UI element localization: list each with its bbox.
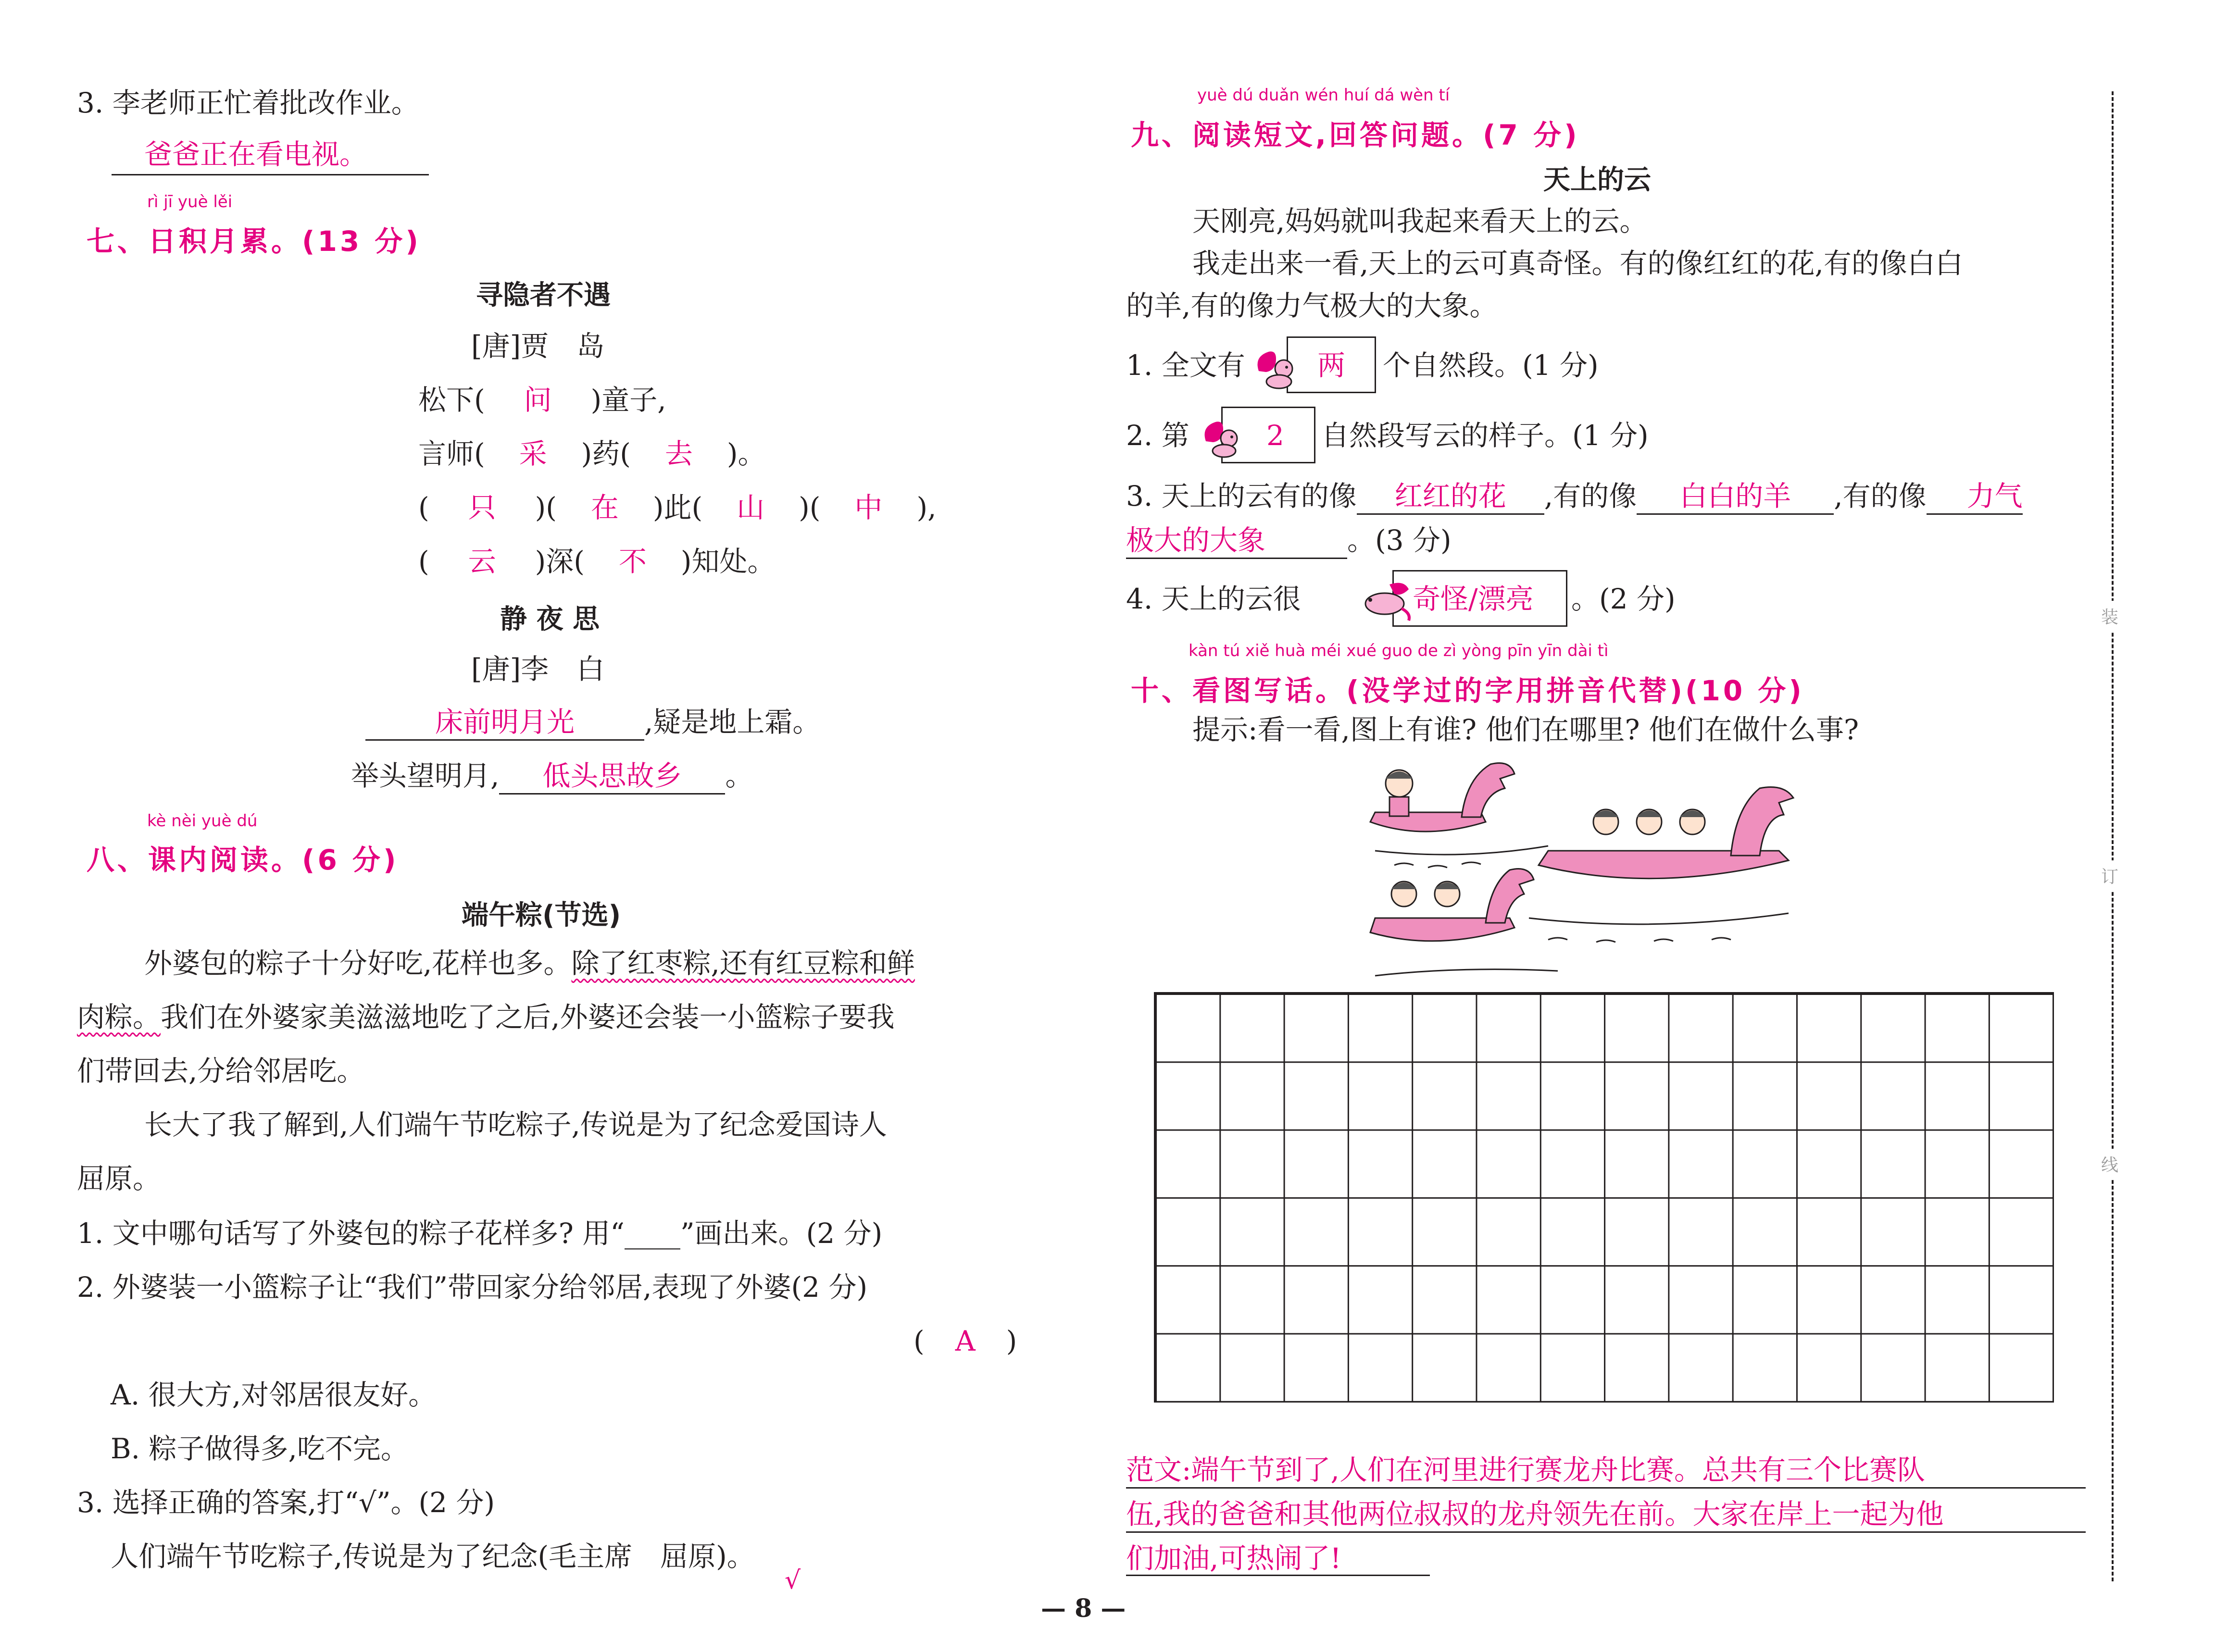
passage-p1-l1: 外婆包的粽子十分好吃,花样也多。除了红枣粽,还有红豆粽和鲜 xyxy=(144,947,915,980)
binding-char-3: 线 xyxy=(2101,1149,2118,1179)
s9-heading: 九、阅读短文,回答问题。(7 分) xyxy=(1131,119,1580,151)
s8-pinyin: kè nèi yuè dú xyxy=(147,811,258,831)
poem1-l1-answer: 问 xyxy=(524,384,552,416)
q9-2-post: 自然段写云的样子。(1 分) xyxy=(1321,419,1649,452)
poem1-line4: ( 云 )深( 不 )知处。 xyxy=(418,545,776,578)
sample-line2: 伍,我的爸爸和其他两位叔叔的龙舟领先在前。大家在岸上一起为他 xyxy=(1126,1498,1944,1530)
poem1-line2: 言师( 采 )药( 去 )。 xyxy=(418,437,766,470)
q8-2-option-a: A. 很大方,对邻居很友好。 xyxy=(111,1379,437,1411)
story-p2-l2: 的羊,有的像力气极大的大象。 xyxy=(1126,289,1498,322)
q9-3-line2: 极大的大象 。(3 分) xyxy=(1126,523,1452,559)
q9-2-pre: 2. 第 xyxy=(1126,419,1189,452)
poem1-l3-answer2: 在 xyxy=(590,491,619,524)
poem1-author: [唐]贾 岛 xyxy=(471,330,605,362)
q6-3-answer-line xyxy=(112,174,429,175)
sample-line1-rule xyxy=(1126,1487,2086,1489)
q8-3-text: 人们端午节吃粽子,传说是为了纪念(毛主席 屈原)。 xyxy=(111,1540,755,1573)
poem2-l2-answer: 低头思故乡 xyxy=(499,758,725,795)
q9-4-post: 。(2 分) xyxy=(1571,583,1676,615)
q9-3-line1: 3. 天上的云有的像 红红的花 ,有的像 白白的羊 ,有的像 力气 xyxy=(1126,479,2023,515)
poem1-l3-answer1: 只 xyxy=(468,491,496,524)
q9-1-answer: 两 xyxy=(1317,349,1346,382)
sample-line3-rule xyxy=(1126,1575,1430,1576)
passage-p2-l1: 长大了我了解到,人们端午节吃粽子,传说是为了纪念爱国诗人 xyxy=(144,1108,887,1141)
sample-line3: 们加油,可热闹了! xyxy=(1126,1542,1341,1575)
passage-title: 端午粽(节选) xyxy=(462,900,621,931)
s10-heading: 十、看图写话。(没学过的字用拼音代替)(10 分) xyxy=(1131,674,1804,707)
q6-3-label: 3. 李老师正忙着批改作业。 xyxy=(77,87,419,119)
poem2-title: 静 夜 思 xyxy=(500,604,600,635)
s8-heading: 八、课内阅读。(6 分) xyxy=(87,844,399,876)
binding-char-1: 装 xyxy=(2101,601,2118,631)
q9-4-pre: 4. 天上的云很 xyxy=(1126,583,1301,615)
q9-2-answer: 2 xyxy=(1266,419,1284,452)
q8-2-option-b: B. 粽子做得多,吃不完。 xyxy=(111,1432,409,1465)
q9-3-answer2: 白白的羊 xyxy=(1637,479,1834,515)
poem1-l2-answer2: 去 xyxy=(664,437,693,470)
hint: 提示:看一看,图上有谁? 他们在哪里? 他们在做什么事? xyxy=(1192,713,1859,746)
poem1-l3-answer4: 中 xyxy=(854,491,883,524)
squirrel-icon xyxy=(1249,342,1302,390)
writing-grid[interactable] xyxy=(1154,992,2054,1403)
binding-char-2: 订 xyxy=(2101,860,2118,891)
poem1-line1: 松下( 问 )童子, xyxy=(418,384,666,416)
poem2-author: [唐]李 白 xyxy=(471,653,605,685)
q8-2-answer: A xyxy=(955,1325,976,1357)
poem2-line2: 举头望明月, 低头思故乡 。 xyxy=(351,758,753,795)
s7-pinyin: rì jī yuè lěi xyxy=(147,192,233,211)
poem1-l4-answer1: 云 xyxy=(468,545,496,578)
squirrel-icon-2 xyxy=(1197,413,1245,460)
passage-p2-l2: 屈原。 xyxy=(77,1162,161,1195)
story-p2-l1: 我走出来一看,天上的云可真奇怪。有的像红红的花,有的像白白 xyxy=(1192,247,1963,280)
poem2-line1: 床前明月光 ,疑是地上霜。 xyxy=(365,705,820,741)
q9-3-answer1: 红红的花 xyxy=(1357,479,1544,515)
q9-3-answer3b: 极大的大象 xyxy=(1126,523,1347,559)
poem1-title: 寻隐者不遇 xyxy=(476,280,611,311)
sample-line2-rule xyxy=(1126,1531,2086,1533)
passage-p1-l3: 们带回去,分给邻居吃。 xyxy=(77,1055,365,1087)
q8-2-label: 2. 外婆装一小篮粽子让“我们”带回家分给邻居,表现了外婆(2 分) xyxy=(77,1271,868,1304)
poem2-l1-answer: 床前明月光 xyxy=(365,705,644,741)
sample-line1: 范文:端午节到了,人们在河里进行赛龙舟比赛。总共有三个比赛队 xyxy=(1126,1453,1925,1486)
q8-3-check-mark: √ xyxy=(785,1566,801,1595)
poem1-l4-answer2: 不 xyxy=(618,545,647,578)
passage-wavy-underline: 除了红枣粽,还有红豆粽和鲜 xyxy=(571,947,915,980)
q8-3-label: 3. 选择正确的答案,打“√”。(2 分) xyxy=(77,1486,495,1519)
q9-1-pre: 1. 全文有 xyxy=(1126,349,1245,382)
dragon-boat-illustration xyxy=(1365,750,1798,981)
s7-heading: 七、日积月累。(13 分) xyxy=(87,225,421,258)
story-title: 天上的云 xyxy=(1543,164,1651,196)
poem1-line3: ( 只 )( 在 )此( 山 )( 中 ), xyxy=(418,491,937,524)
passage-p1-l2: 肉粽。我们在外婆家美滋滋地吃了之后,外婆还会装一小篮粽子要我 xyxy=(77,1001,895,1033)
poem1-l3-answer3: 山 xyxy=(737,491,765,524)
story-p1: 天刚亮,妈妈就叫我起来看天上的云。 xyxy=(1192,205,1648,237)
q9-3-answer3a: 力气 xyxy=(1927,479,2023,515)
poem1-l2-answer1: 采 xyxy=(519,437,547,470)
q6-3-answer: 爸爸正在看电视。 xyxy=(144,138,368,171)
q9-4-answer: 奇怪/漂亮 xyxy=(1413,583,1534,615)
q8-2-answer-paren: ( A ) xyxy=(914,1325,1017,1357)
page-number: — 8 — xyxy=(1041,1594,1126,1623)
squirrel-icon-3 xyxy=(1356,575,1414,623)
s9-pinyin: yuè dú duǎn wén huí dá wèn tí xyxy=(1197,86,1450,105)
s10-pinyin: kàn tú xiě huà méi xué guo de zì yòng pīn yīn dài tì xyxy=(1189,641,1609,660)
binding-dashed-line xyxy=(2112,91,2114,1581)
q9-1-post: 个自然段。(1 分) xyxy=(1383,349,1599,382)
q8-1: 1. 文中哪句话写了外婆包的粽子花样多? 用“____”画出来。(2 分) xyxy=(77,1217,883,1250)
